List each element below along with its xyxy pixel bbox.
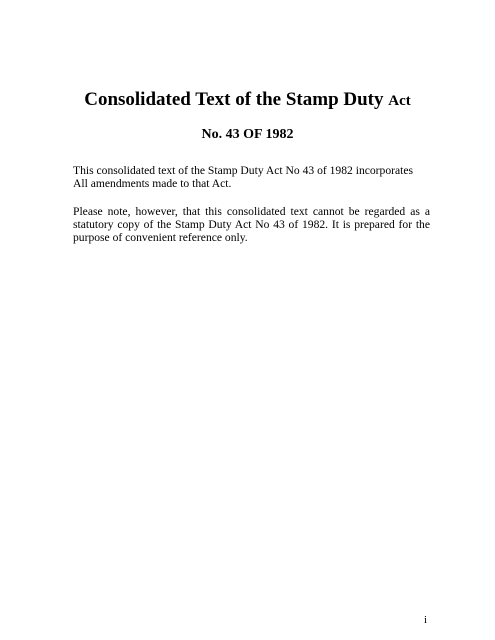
document-title-main: Consolidated Text of the Stamp Duty <box>84 89 389 110</box>
incorporation-line-1: This consolidated text of the Stamp Duty Act No 43 of 1982 incorporates <box>73 164 414 177</box>
document-title-act: Act <box>388 93 411 109</box>
disclaimer-paragraph: Please note, however, that this consolidated text cannot be regarded as a statutory copy of the Stamp Duty Act No 43 of 1982. It is prepared for the purpose of convenient reference only. <box>73 205 430 244</box>
document-subtitle: No. 43 OF 1982 <box>201 127 294 142</box>
incorporation-line-2: All amendments made to that Act. <box>73 177 232 190</box>
page-number: i <box>423 614 427 626</box>
document-title <box>0 88 495 113</box>
incorporation-paragraph <box>73 164 430 190</box>
